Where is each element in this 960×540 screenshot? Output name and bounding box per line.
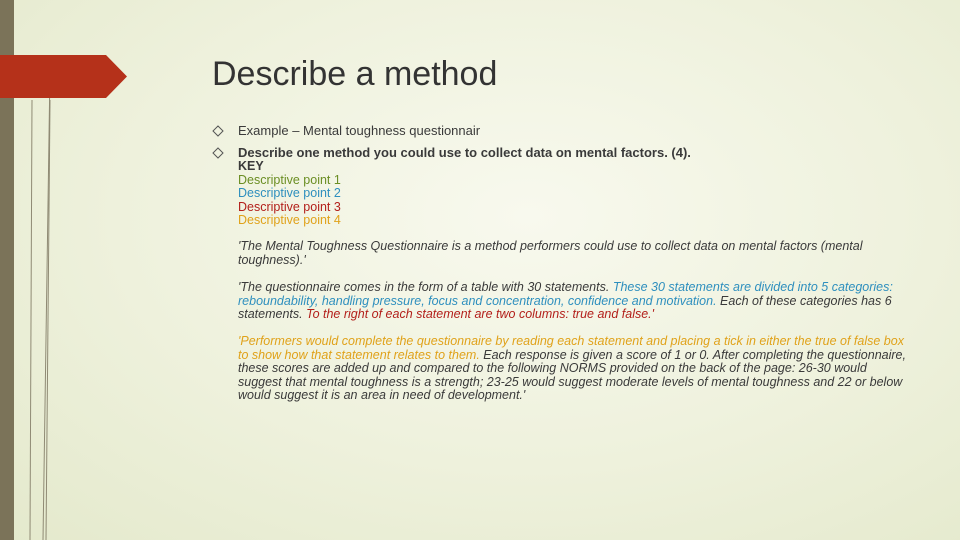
- p2-segment-4: To the right of each statement are two columns: true and false.': [306, 307, 655, 322]
- diamond-bullet-icon: [212, 147, 224, 159]
- answer-paragraph-3: [238, 335, 908, 403]
- key-item-3: Descriptive point 3: [238, 199, 341, 214]
- answer-paragraph-2: [238, 281, 908, 322]
- key-legend: [238, 160, 341, 228]
- key-heading: KEY: [238, 159, 264, 173]
- key-item-4: Descriptive point 4: [238, 213, 341, 228]
- bullet-item-question: [212, 146, 691, 160]
- p2-segment-2: These 30 statements are divided into 5 categories: reboundability, handling pressure, focus and concentration, confidence and motivation.: [238, 280, 893, 308]
- diamond-bullet-icon: [212, 125, 224, 137]
- title-accent-arrow: [0, 55, 127, 98]
- slide-title: Describe a method: [212, 55, 498, 93]
- key-item-1: Descriptive point 1: [238, 172, 341, 187]
- bullet-text-example: Example – Mental toughness questionnair: [238, 123, 481, 138]
- bullet-text-question: Describe one method you could use to collect data on mental factors. (4).: [238, 145, 691, 160]
- key-item-2: Descriptive point 2: [238, 186, 341, 201]
- p2-segment-1: 'The questionnaire comes in the form of a table with 30 statements.: [238, 280, 613, 294]
- p3-segment-2: Each response is given a score of 1 or 0. After completing the questionnaire, these scores are added up and compared to the following NORMS provided on the back of the page: 26-30 would suggest that mental toughness is a strength; 23-25 would suggest moderate levels of mental toughness and 22 or below would suggest it is an area in need of development.': [238, 347, 906, 403]
- bullet-item-example: [212, 124, 480, 138]
- p3-segment-1: 'Performers would complete the questionnaire by reading each statement and placing a tick in either the true of false box to show how that statement relates to them.: [238, 334, 904, 362]
- p2-segment-3: Each of these categories has 6 statements.: [238, 293, 892, 322]
- answer-paragraph-1: 'The Mental Toughness Questionnaire is a method performers could use to collect data on mental factors (mental toughness).': [238, 239, 863, 267]
